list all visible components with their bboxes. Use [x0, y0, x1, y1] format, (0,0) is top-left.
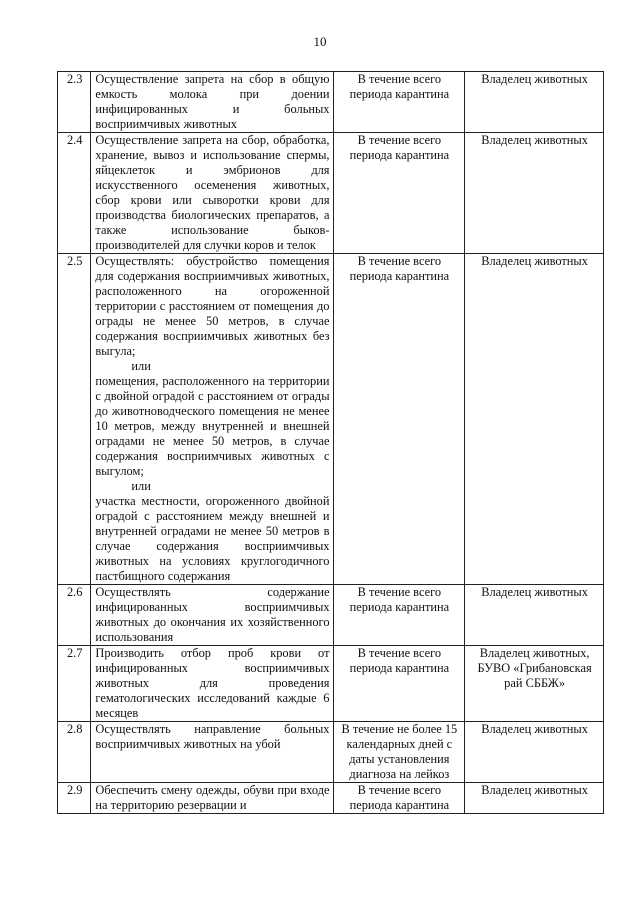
- or-separator: или: [131, 359, 151, 373]
- term-cell: В течение всего периода карантина: [333, 646, 465, 722]
- action-text: Осуществлять содержание инфицированных восприимчивых животных до окончания их хозяйственного использования: [95, 585, 330, 644]
- table-row: [58, 783, 604, 814]
- action-cell: [91, 722, 333, 783]
- responsible-cell: Владелец животных: [465, 254, 604, 585]
- action-cell: [91, 646, 333, 722]
- action-text: Обеспечить смену одежды, обуви при входе на территорию резервации и: [95, 783, 330, 812]
- or-separator: или: [131, 479, 151, 493]
- row-number: 2.4: [58, 133, 91, 254]
- term-cell: В течение всего периода карантина: [333, 133, 465, 254]
- page-number: 10: [313, 34, 327, 49]
- table-row: [58, 646, 604, 722]
- row-number: 2.7: [58, 646, 91, 722]
- responsible-cell: Владелец животных: [465, 133, 604, 254]
- term-cell: В течение всего периода карантина: [333, 254, 465, 585]
- term-cell: В течение не более 15 календарных дней с даты установления диагноза на лейкоз: [333, 722, 465, 783]
- action-cell: [91, 783, 333, 814]
- term-cell: В течение всего периода карантина: [333, 783, 465, 814]
- action-text: Производить отбор проб крови от инфицированных восприимчивых животных для проведения гематологических исследований каждые 6 месяцев: [95, 646, 330, 720]
- action-text: помещения, расположенного на территории с двойной оградой с расстоянием от ограды до животноводческого помещения не менее 10 метров, между внутренней и внешней оградами не менее 50 метров, в случае содержания восприимчивых животных с выгулом;: [95, 374, 330, 478]
- action-text: участка местности, огороженного двойной оградой с расстоянием между внешней и внутренней оградами не менее 50 метров в случае содержания восприимчивых животных на условиях круглогодичного пастбищного содержания: [95, 494, 330, 583]
- row-number: 2.5: [58, 254, 91, 585]
- action-cell: [91, 585, 333, 646]
- responsible-cell: Владелец животных: [465, 72, 604, 133]
- action-text: Осуществление запрета на сбор, обработка, хранение, вывоз и использование спермы, яйцеклеток и эмбрионов для искусственного осеменения животных, сбор крови или сыворотки крови для производства биологических препаратов, а также использование быков-производителей для случки коров и телок: [95, 133, 330, 252]
- table-row: [58, 254, 604, 585]
- action-cell: [91, 133, 333, 254]
- responsible-cell: Владелец животных, БУВО «Грибановская рай СББЖ»: [465, 646, 604, 722]
- term-cell: В течение всего периода карантина: [333, 585, 465, 646]
- table-row: [58, 722, 604, 783]
- action-text: Осуществлять направление больных восприимчивых животных на убой: [95, 722, 330, 751]
- responsible-cell: Владелец животных: [465, 722, 604, 783]
- action-text: Осуществление запрета на сбор в общую емкость молока при доении инфицированных и больных восприимчивых животных: [95, 72, 330, 131]
- action-cell: [91, 72, 333, 133]
- action-text: Осуществлять: обустройство помещения для содержания восприимчивых животных, расположенного на огороженной территории с расстоянием от помещения до ограды не менее 50 метров, в случае содержания восприимчивых животных без выгула;: [95, 254, 330, 358]
- row-number: 2.3: [58, 72, 91, 133]
- action-cell: [91, 254, 333, 585]
- row-number: 2.6: [58, 585, 91, 646]
- row-number: 2.8: [58, 722, 91, 783]
- measures-table: [57, 71, 604, 814]
- responsible-cell: Владелец животных: [465, 585, 604, 646]
- table-row: [58, 72, 604, 133]
- table-row: [58, 585, 604, 646]
- table-row: [58, 133, 604, 254]
- row-number: 2.9: [58, 783, 91, 814]
- term-cell: В течение всего периода карантина: [333, 72, 465, 133]
- responsible-cell: Владелец животных: [465, 783, 604, 814]
